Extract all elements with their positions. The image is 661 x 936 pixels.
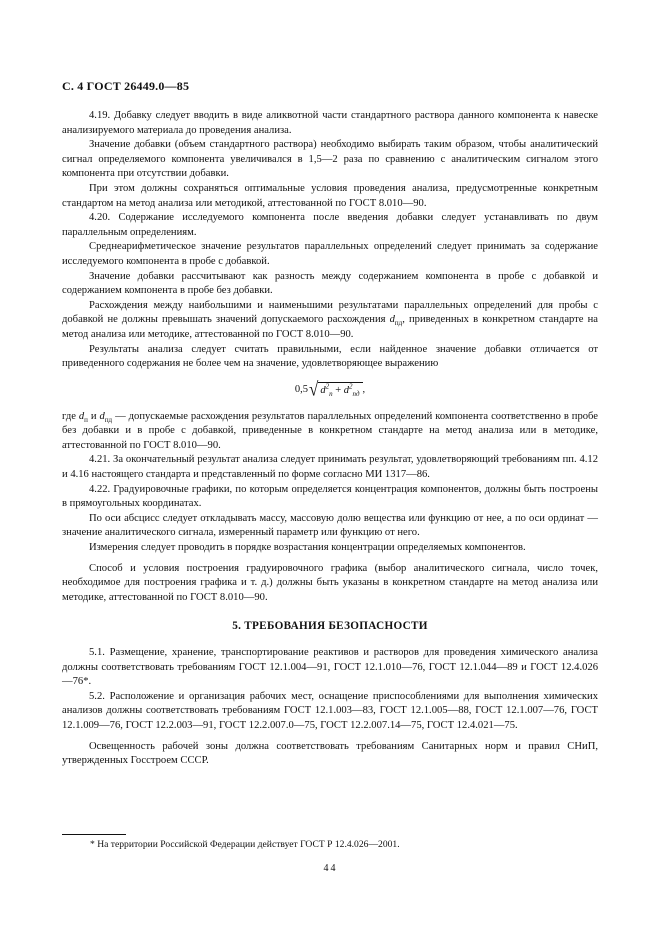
subscript: пд bbox=[352, 390, 360, 399]
plus-sign: + bbox=[335, 385, 342, 397]
superscript: 2 bbox=[325, 382, 330, 391]
paragraph-divergence bbox=[62, 299, 598, 343]
paragraph-graph: Способ и условия построения градуировочного графика (выбор аналитического сигнала, число точек, необходимое для построения графика и т. д.) должны быть указаны в конкретном стандарте на метод анализа или методике, аттестованной по ГОСТ 8.010—90. bbox=[62, 562, 598, 603]
text-run: и bbox=[87, 410, 100, 422]
text-run: — допускаемые расхождения результатов параллельных определений компонента соответственно в пробе без добавки и в пробе с добавкой, приведенные в конкретном стандарте на метод анализа или в методике, аттестованной по ГОСТ 8.010—90. bbox=[62, 410, 599, 451]
footnote-divider bbox=[62, 834, 126, 835]
paragraph-4-19: 4.19. Добавку следует вводить в виде аликвотной части стандартного раствора данного компонента к навеске анализируемого материала до проведения анализа. bbox=[62, 110, 598, 136]
subscript: п bbox=[329, 390, 333, 399]
radical-sign: √ bbox=[308, 378, 319, 401]
paragraph: По оси абсцисс следует откладывать массу, массовую долю вещества или функцию от нее, а по оси ординат — значение аналитического сигнала, измеренный параметр или функцию от него. bbox=[62, 512, 598, 539]
subscript: пд bbox=[104, 415, 113, 424]
paragraph: Измерения следует проводить в порядке возрастания концентрации определяемых компонентов. bbox=[89, 542, 526, 554]
document-body bbox=[62, 109, 598, 769]
symbol-d: d bbox=[389, 314, 395, 326]
page-header: С. 4 ГОСТ 26449.0—85 bbox=[62, 79, 190, 93]
symbol-d: d bbox=[343, 385, 349, 397]
paragraph-5-2: 5.2. Расположение и организация рабочих мест, оснащение приспособлениями для выполнения химических анализов должны соответствовать требованиям ГОСТ 12.1.003—83, ГОСТ 12.1.005—88, ГОСТ 12.1.007—76, ГОСТ 12.1.009—76, ГОСТ 12.2.003—91, ГОСТ 12.2.007.0—75, ГОСТ 12.2.007.14—75, ГОСТ 12.4.021—75. bbox=[62, 690, 598, 731]
text-run: , приведенных в конкретном стандарте на метод анализа или методике, аттестованной по ГОСТ 8.010—90. bbox=[62, 314, 598, 340]
subscript: пд bbox=[394, 319, 403, 328]
paragraph-results: Результаты анализа следует считать правильными, если найденное значение добавки отличается от приведенного содержания не более чем на значение, удовлетворяющее выражению bbox=[62, 343, 598, 370]
superscript: 2 bbox=[348, 382, 353, 391]
square-root bbox=[308, 378, 363, 401]
paragraph-4-22: 4.22. Градуировочные графики, по которым определяется концентрация компонентов, должны быть построены в прямоугольных координатах. bbox=[62, 483, 598, 510]
symbol-d: d bbox=[99, 410, 105, 422]
page-number: 44 bbox=[323, 863, 338, 874]
text-run: где bbox=[62, 410, 79, 422]
subscript: п bbox=[84, 415, 88, 424]
radicand bbox=[318, 382, 362, 399]
section-title: 5. ТРЕБОВАНИЯ БЕЗОПАСНОСТИ bbox=[232, 620, 428, 633]
paragraph-4-20: 4.20. Содержание исследуемого компонента после введения добавки следует устанавливать по двум параллельным определениям. bbox=[62, 212, 598, 238]
paragraph: Значение добавки (объем стандартного раствора) необходимо выбирать таким образом, чтобы аналитический сигнал определяемого компонента увеличивался в 1,5—2 раза по сравнению с аналитическим сигналом этого компонента при отсутствии добавки. bbox=[62, 139, 598, 180]
paragraph: Значение добавки рассчитывают как разность между содержанием компонента в пробе с добавкой и содержанием компонента в пробе без добавки. bbox=[62, 270, 598, 297]
paragraph: Среднеарифметическое значение результатов параллельных определений следует принимать за содержание исследуемого компонента в пробе с добавкой. bbox=[62, 241, 598, 267]
formula-tail: , bbox=[362, 384, 366, 396]
formula-coefficient: 0,5 bbox=[294, 384, 308, 396]
footnote: * На территории Российской Федерации действует ГОСТ Р 12.4.026—2001. bbox=[90, 839, 400, 850]
symbol-d: d bbox=[320, 385, 326, 397]
paragraph-where bbox=[62, 410, 598, 454]
paragraph-5-1: 5.1. Размещение, хранение, транспортирование реактивов и растворов для проведения химического анализа должны соответствовать требованиям ГОСТ 12.1.004—91, ГОСТ 12.1.010—76, ГОСТ 12.1.044—89 и ГОСТ 12.4.026—76*. bbox=[62, 647, 598, 688]
text-run: Расхождения между наибольшими и наименьшими результатами параллельных определений для пробы с добавкой не должны превышать значений допускаемого расхождения bbox=[62, 299, 598, 326]
paragraph-4-21: 4.21. За окончательный результат анализа следует принимать результат, удовлетворяющий требованиям пп. 4.12 и 4.16 настоящего стандарта и представленный по форме согласно МИ 1317—86. bbox=[62, 454, 598, 481]
symbol-d: d bbox=[78, 410, 85, 422]
paragraph: Освещенность рабочей зоны должна соответствовать требованиям Санитарных норм и правил СНиП, утвержденных Госстроем СССР. bbox=[62, 740, 598, 767]
formula bbox=[62, 372, 598, 410]
paragraph: При этом должны сохраняться оптимальные условия проведения анализа, предусмотренные конкретным стандартом на метод анализа или методикой, аттестованной по ГОСТ 8.010—90. bbox=[62, 182, 598, 209]
